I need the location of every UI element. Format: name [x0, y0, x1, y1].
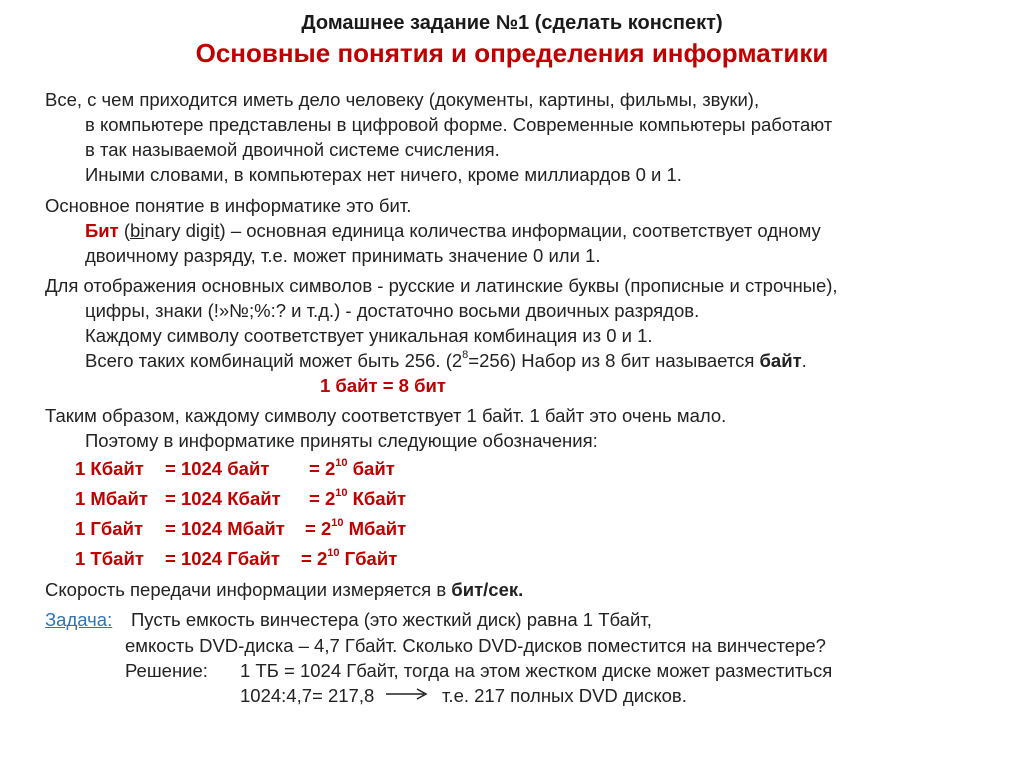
p3-line1: Для отображения основных символов - русские и латинские буквы (прописные и строчные),: [45, 275, 838, 296]
solution-line1: 1 ТБ = 1024 Гбайт, тогда на этом жестком диске может разместиться: [240, 660, 833, 681]
nary-digi: nary digi: [144, 220, 215, 241]
exponent-8: 8: [462, 348, 469, 361]
conv-mid: = 1024 байт: [165, 458, 270, 479]
homework-title: Домашнее задание №1 (сделать конспект): [301, 12, 723, 34]
speed-line: [45, 578, 523, 602]
conv-left: 1 Мбайт: [75, 488, 148, 509]
conv-unit: Гбайт: [339, 548, 398, 569]
conv-left: 1 Кбайт: [75, 458, 144, 479]
task-line1: Пусть емкость винчестера (это жесткий диск) равна 1 Тбайт,: [131, 609, 652, 630]
conv-mid: = 1024 Кбайт: [165, 488, 281, 509]
solution-calc: 1024:4,7= 217,8: [240, 685, 375, 706]
conv-power: [309, 488, 406, 510]
t-underlined: t: [214, 220, 220, 241]
combos-text: Всего таких комбинаций может быть 256. (2: [85, 350, 463, 371]
p1-line4: Иными словами, в компьютерах нет ничего, кроме миллиардов 0 и 1.: [85, 164, 682, 185]
p3-line4: [85, 349, 807, 373]
conv-left: 1 Тбайт: [75, 548, 144, 569]
conv-unit: Кбайт: [347, 488, 407, 509]
p1-line2: в компьютере представлены в цифровой форме. Современные компьютеры работают: [85, 114, 833, 135]
bit-term: Бит: [85, 220, 119, 241]
byte-term: байт: [759, 350, 802, 371]
combos-text-2: =256) Набор из 8 бит называется: [468, 350, 760, 371]
task-label: [45, 608, 112, 632]
bit-definition: [85, 219, 821, 243]
p3-line3: Каждому символу соответствует уникальная комбинация из 0 и 1.: [85, 325, 653, 346]
solution-label: Решение:: [125, 660, 208, 681]
bi-underlined: bi: [130, 220, 145, 241]
conv-power: [309, 458, 395, 480]
conv-mid: = 1024 Гбайт: [165, 548, 280, 569]
conv-mid: = 1024 Мбайт: [165, 518, 285, 539]
period: .: [801, 350, 807, 371]
p3-line2: цифры, знаки (!»№;%:? и т.д.) - достаточно восьми двоичных разрядов.: [85, 300, 700, 321]
page-title: Основные понятия и определения информатики: [195, 38, 829, 68]
solution-result: т.е. 217 полных DVD дисков.: [442, 685, 687, 706]
p2-line1: Основное понятие в информатике это бит.: [45, 195, 412, 216]
conv-left: 1 Гбайт: [75, 518, 144, 539]
speed-text: Скорость передачи информации измеряется в: [45, 579, 452, 600]
p4-line2: Поэтому в информатике приняты следующие обозначения:: [85, 430, 598, 451]
byte-equals-8-bits: 1 байт = 8 бит: [320, 375, 446, 396]
speed-unit: бит/сек.: [451, 579, 524, 600]
p4-line1: Таким образом, каждому символу соответствует 1 байт. 1 байт это очень мало.: [45, 405, 727, 426]
conv-exp: 10: [327, 546, 340, 559]
conv-base: = 2: [305, 518, 332, 539]
task-label-text: Задача:: [45, 609, 113, 630]
task-line2: емкость DVD-диска – 4,7 Гбайт. Сколько DVD-дисков поместится на винчестере?: [125, 635, 826, 656]
conv-unit: байт: [347, 458, 395, 479]
bit-definition-rest: ) – основная единица количества информации, соответствует одному: [219, 220, 821, 241]
conv-unit: Мбайт: [343, 518, 407, 539]
conv-base: = 2: [309, 488, 336, 509]
conv-base: = 2: [301, 548, 328, 569]
conv-exp: 10: [331, 516, 344, 529]
conv-power: [301, 548, 397, 570]
paren-open: (: [118, 220, 131, 241]
conv-exp: 10: [335, 456, 348, 469]
p1-line3: в так называемой двоичной системе счисления.: [85, 139, 500, 160]
conv-base: = 2: [309, 458, 336, 479]
conv-exp: 10: [335, 486, 348, 499]
p1-line1: Все, с чем приходится иметь дело человеку (документы, картины, фильмы, звуки),: [45, 89, 760, 110]
conv-power: [305, 518, 406, 540]
p2-line3: двоичному разряду, т.е. может принимать значение 0 или 1.: [85, 245, 601, 266]
arrow-right-icon: [384, 684, 434, 704]
